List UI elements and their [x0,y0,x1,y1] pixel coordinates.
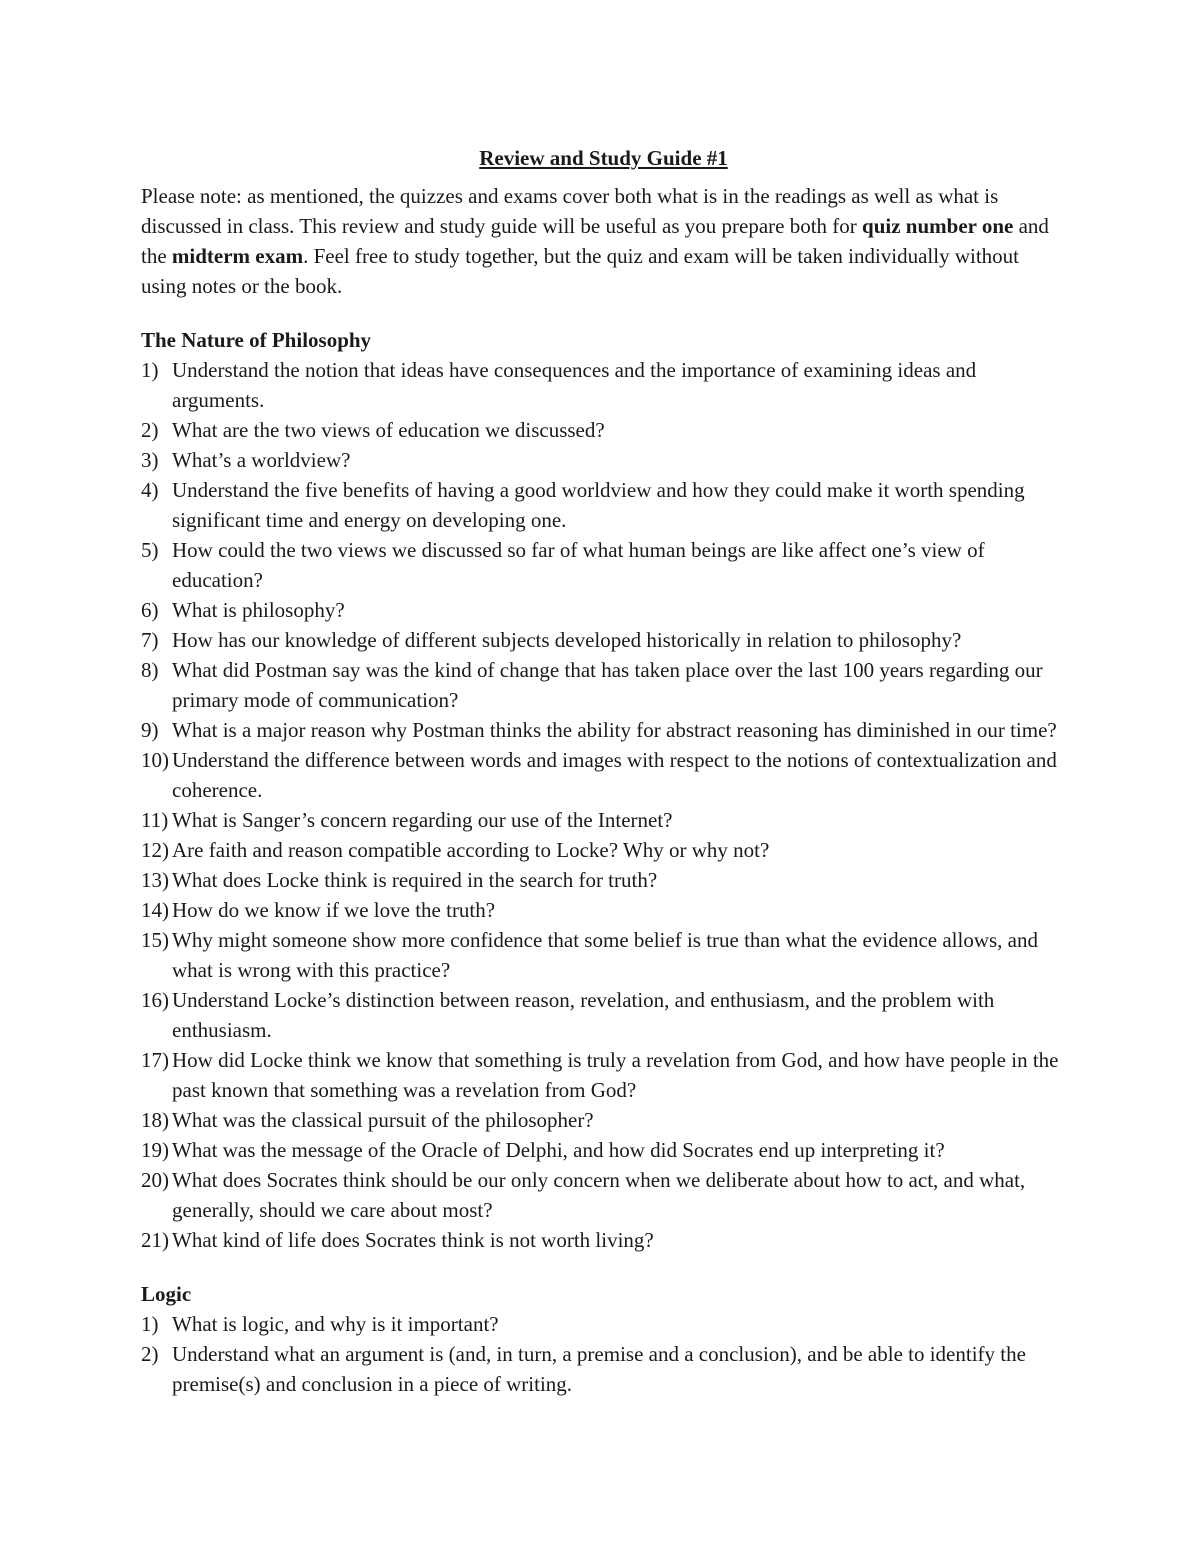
item-text: What did Postman say was the kind of change that has taken place over the last 100 years regarding our primary mode of communication? [172,658,1043,712]
item-text: Are faith and reason compatible according to Locke? Why or why not? [172,838,770,862]
item-number: 15) [141,928,169,952]
item-text: What’s a worldview? [172,448,351,472]
item-number: 7) [141,628,159,652]
list-item [141,655,1066,715]
item-text: How has our knowledge of different subjects developed historically in relation to philosophy? [172,628,962,652]
list-item [141,985,1066,1045]
list-item [141,805,1066,835]
item-number: 18) [141,1108,169,1132]
list-item [141,895,1066,925]
intro-text-3: . Feel free to study together, but the quiz and exam will be taken individually without using notes or the book. [141,244,1020,298]
item-number: 11) [141,808,169,832]
item-number: 1) [141,358,159,382]
question-list [141,1309,1066,1399]
question-list [141,355,1066,1255]
list-item [141,1105,1066,1135]
item-text: Understand the five benefits of having a good worldview and how they could make it worth spending significant time and energy on developing one. [172,478,1025,532]
item-number: 19) [141,1138,169,1162]
item-number: 8) [141,658,159,682]
list-item [141,1165,1066,1225]
item-number: 3) [141,448,159,472]
item-text: Understand what an argument is (and, in turn, a premise and a conclusion), and be able to identify the premise(s) and conclusion in a piece of writing. [172,1342,1026,1396]
section-heading: Logic [141,1282,192,1306]
item-number: 21) [141,1228,169,1252]
item-number: 5) [141,538,159,562]
item-number: 1) [141,1312,159,1336]
item-text: What does Socrates think should be our only concern when we deliberate about how to act, and what, generally, should we care about most? [172,1168,1026,1222]
item-number: 16) [141,988,169,1012]
item-number: 14) [141,898,169,922]
item-text: What is logic, and why is it important? [172,1312,499,1336]
list-item [141,535,1066,595]
item-text: How do we know if we love the truth? [172,898,496,922]
item-text: Understand Locke’s distinction between reason, revelation, and enthusiasm, and the problem with enthusiasm. [172,988,995,1042]
item-number: 2) [141,418,159,442]
item-number: 10) [141,748,169,772]
item-text: What is philosophy? [172,598,345,622]
intro-paragraph [141,181,1066,301]
list-item [141,925,1066,985]
list-item [141,475,1066,535]
item-text: What is Sanger’s concern regarding our use of the Internet? [172,808,673,832]
list-item [141,715,1066,745]
item-text: What kind of life does Socrates think is not worth living? [172,1228,654,1252]
item-text: What was the message of the Oracle of Delphi, and how did Socrates end up interpreting it? [172,1138,945,1162]
list-item [141,355,1066,415]
list-item [141,745,1066,805]
list-item [141,415,1066,445]
list-item [141,1045,1066,1105]
item-number: 2) [141,1342,159,1366]
intro-text-2: and the [141,214,1049,268]
document-page [141,141,1066,1399]
item-number: 12) [141,838,169,862]
item-text: What is a major reason why Postman thinks the ability for abstract reasoning has diminished in our time? [172,718,1057,742]
list-item [141,595,1066,625]
list-item [141,835,1066,865]
item-number: 6) [141,598,159,622]
item-text: What does Locke think is required in the search for truth? [172,868,658,892]
list-item [141,1339,1066,1399]
item-text: Why might someone show more confidence that some belief is true than what the evidence allows, and what is wrong with this practice? [172,928,1038,982]
item-text: Understand the difference between words and images with respect to the notions of contextualization and coherence. [172,748,1057,802]
list-item [141,865,1066,895]
intro-text-1: Please note: as mentioned, the quizzes and exams cover both what is in the readings as well as what is discussed in class. This review and study guide will be useful as you prepare both for [141,184,999,238]
item-number: 17) [141,1048,169,1072]
intro-bold-quiz: quiz number one [862,214,1014,238]
list-item [141,1309,1066,1339]
document-title: Review and Study Guide #1 [479,146,728,170]
item-text: How did Locke think we know that something is truly a revelation from God, and how have people in the past known that something was a revelation from God? [172,1048,1059,1102]
section-nature-of-philosophy [141,325,1066,1255]
item-number: 4) [141,478,159,502]
section-logic [141,1279,1066,1399]
intro-bold-midterm: midterm exam [171,244,304,268]
item-number: 13) [141,868,169,892]
item-text: What was the classical pursuit of the philosopher? [172,1108,594,1132]
item-number: 9) [141,718,159,742]
item-text: Understand the notion that ideas have consequences and the importance of examining ideas and arguments. [172,358,977,412]
item-number: 20) [141,1168,169,1192]
list-item [141,1135,1066,1165]
list-item [141,625,1066,655]
item-text: What are the two views of education we discussed? [172,418,605,442]
list-item [141,445,1066,475]
item-text: How could the two views we discussed so far of what human beings are like affect one’s view of education? [172,538,985,592]
section-heading: The Nature of Philosophy [141,328,372,352]
list-item [141,1225,1066,1255]
